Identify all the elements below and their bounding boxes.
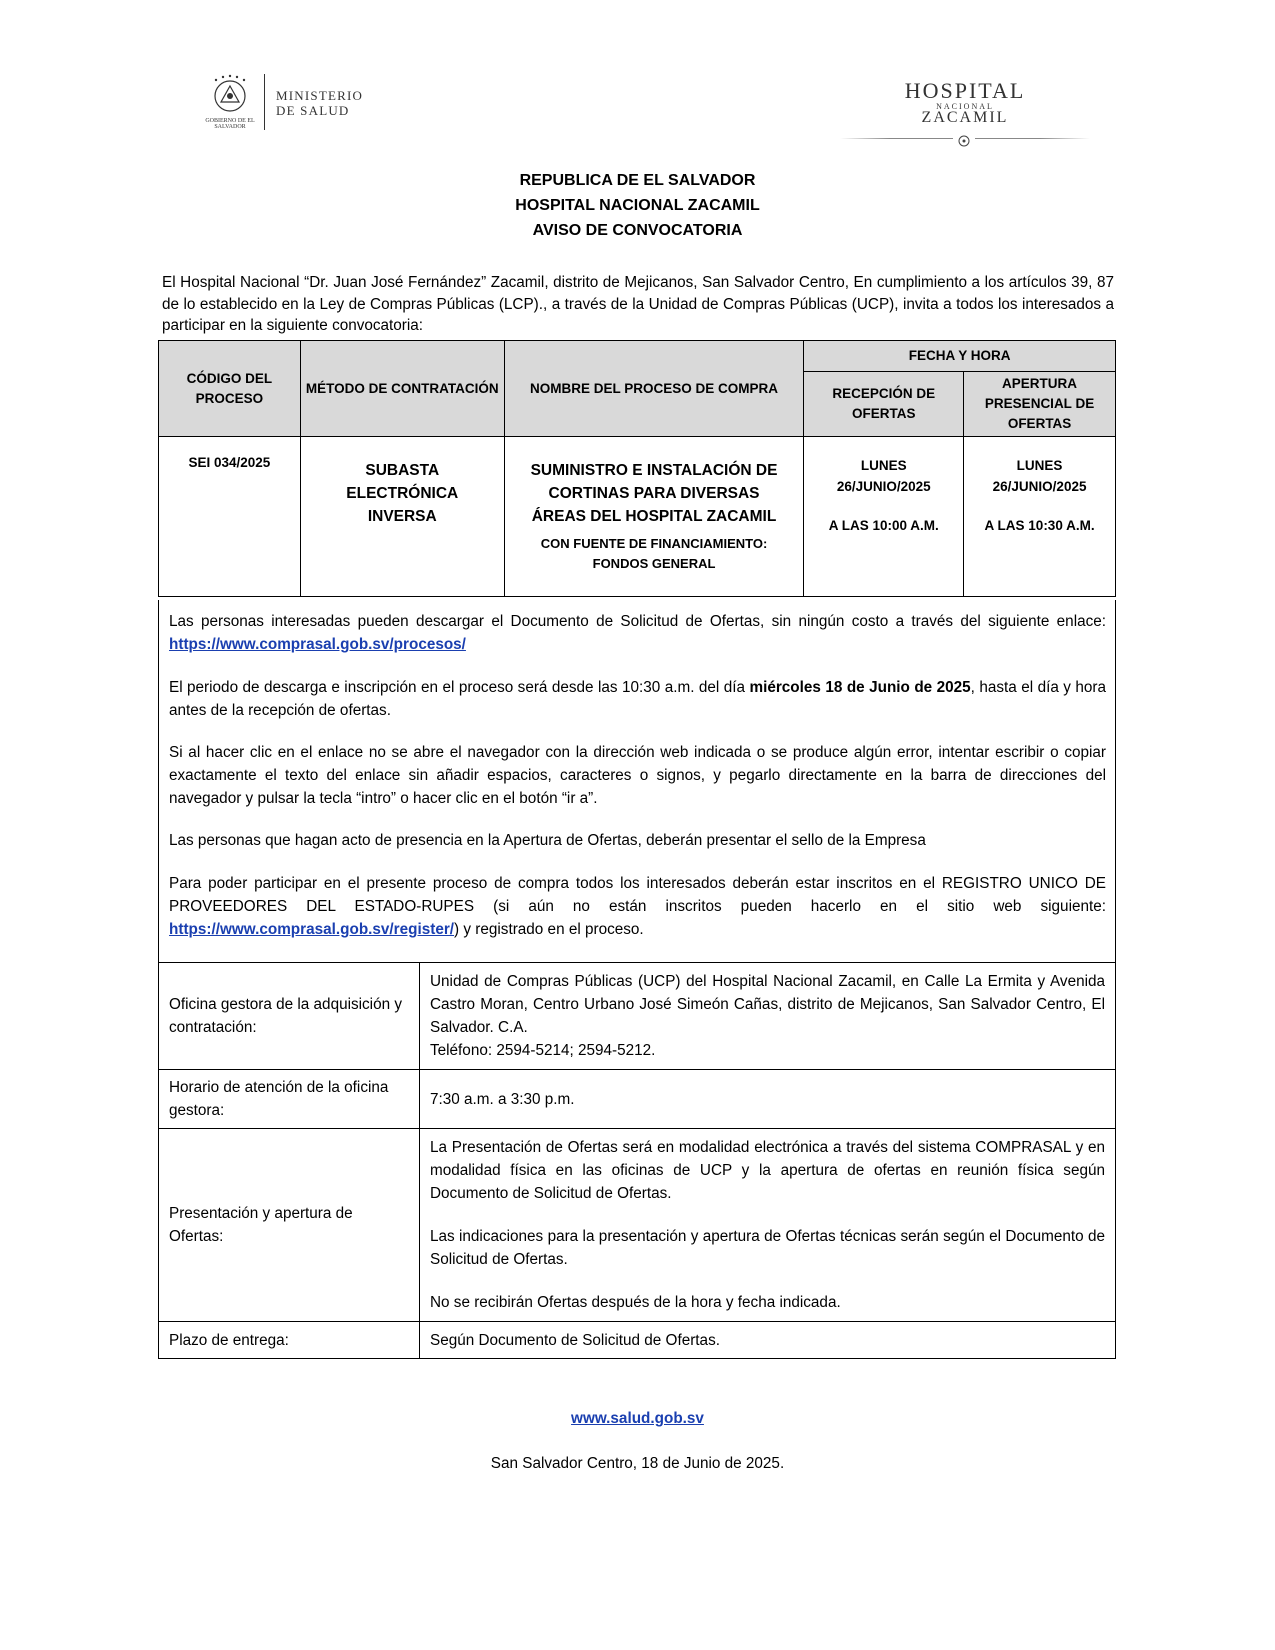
financiamiento-text: CON FUENTE DE FINANCIAMIENTO: FONDOS GENERAL: [540, 536, 768, 571]
table-row: [159, 1070, 1116, 1129]
gov-caption: GOBIERNO DE EL SALVADOR: [205, 118, 255, 130]
heading-hospital: HOSPITAL NACIONAL ZACAMIL: [515, 197, 760, 214]
info-box: [158, 600, 1116, 963]
hospital-seal-icon: [953, 134, 975, 148]
intro-paragraph: El Hospital Nacional “Dr. Juan José Fernández” Zacamil, distrito de Mejicanos, San Salvador Centro, En cumplimiento a los artículos 39, 87 de lo establecido en la Ley de Compras Públicas (LCP)., a través de la Unidad de Compras Públicas (UCP), invita a todos los interesados a participar en la siguiente convocatoria:: [162, 274, 1114, 334]
info-period-pre: El periodo de descarga e inscripción en el proceso será desde las 10:30 a.m. del día: [169, 679, 750, 696]
info-download: [169, 610, 1106, 656]
oficina-phone: Teléfono: 2594-5214; 2594-5212.: [430, 1042, 656, 1059]
info-rupes-post: ) y registrado en el proceso.: [454, 921, 644, 938]
presentacion-p3: No se recibirán Ofertas después de la hora y fecha indicada.: [430, 1294, 841, 1311]
metodo-text: SUBASTA ELECTRÓNICA INVERSA: [346, 462, 459, 525]
ministry-line-1: MINISTERIO: [276, 88, 364, 103]
procesos-link[interactable]: https://www.comprasal.gob.sv/procesos/: [169, 636, 466, 653]
table-row: [159, 1129, 1116, 1322]
info-rupes-text: Para poder participar en el presente proceso de compra todos los interesados deberán estar inscritos en el REGISTRO UNICO DE PROVEEDORES DEL ESTADO-RUPES (si aún no están inscritos pueden hacerlo en el sitio web siguiente:: [169, 875, 1106, 915]
presentacion-p2: Las indicaciones para la presentación y apertura de Ofertas técnicas serán según el Documento de Solicitud de Ofertas.: [430, 1228, 1105, 1268]
footer-link-wrap: [0, 1410, 1275, 1428]
logo-divider: [264, 74, 265, 130]
detail-value-plazo: Según Documento de Solicitud de Ofertas.: [420, 1322, 1116, 1359]
presentacion-p1: La Presentación de Ofertas será en modalidad electrónica a través del sistema COMPRASAL y en modalidad física en las oficinas de UCP y la apertura de ofertas en reunión física según Documento de Solicitud de Ofertas.: [430, 1139, 1105, 1202]
info-period: [169, 676, 1106, 722]
cell-apertura: [964, 437, 1116, 597]
ministerio-salud-logo: [204, 70, 374, 132]
detail-value-oficina: [420, 963, 1116, 1070]
table-header-row: [159, 341, 1116, 372]
cell-metodo: [300, 437, 504, 597]
info-browser-help: Si al hacer clic en el enlace no se abre el navegador con la dirección web indicada o se produce algún error, intentar escribir o copiar exactamente el texto del enlace sin añadir espacios, caracteres o signos, y pegarlo directamente en la barra de direcciones del navegador y pulsar la tecla “intro” o hacer clic en el botón “ir a”.: [169, 744, 1106, 807]
header-codigo: CÓDIGO DEL PROCESO: [159, 341, 301, 437]
table-row: [159, 963, 1116, 1070]
recepcion-dia: LUNES: [860, 458, 907, 473]
header-fecha-hora: FECHA Y HORA: [804, 341, 1116, 372]
detail-value-horario: 7:30 a.m. a 3:30 p.m.: [420, 1070, 1116, 1129]
table-row: [159, 1322, 1116, 1359]
info-rupes: [169, 872, 1106, 941]
heading-notice: AVISO DE CONVOCATORIA: [532, 222, 743, 239]
heading-country: REPUBLICA DE EL SALVADOR: [519, 172, 756, 189]
ministry-name: [276, 88, 363, 118]
hospital-logo-name: ZACAMIL: [921, 109, 1009, 126]
info-seal: Las personas que hagan acto de presencia en la Apertura de Ofertas, deberán presentar el sello de la Empresa: [169, 832, 926, 849]
detail-label-presentacion: Presentación y apertura de Ofertas:: [159, 1129, 420, 1322]
nombre-text: SUMINISTRO E INSTALACIÓN DE CORTINAS PARA DIVERSAS ÁREAS DEL HOSPITAL ZACAMIL: [530, 462, 778, 525]
hospital-logo-sub: NACIONAL: [936, 102, 994, 111]
footer-date: San Salvador Centro, 18 de Junio de 2025.: [490, 1455, 785, 1472]
detail-value-presentacion: [420, 1129, 1116, 1322]
hospital-logo: [840, 78, 1090, 158]
process-table: [158, 340, 1116, 597]
detail-label-horario: Horario de atención de la oficina gestora:: [159, 1070, 420, 1129]
header-nombre: NOMBRE DEL PROCESO DE COMPRA: [504, 341, 804, 437]
hospital-logo-title: HOSPITAL: [904, 78, 1026, 103]
recepcion-hora: A LAS 10:00 A.M.: [828, 518, 939, 533]
header-metodo: MÉTODO DE CONTRATACIÓN: [300, 341, 504, 437]
table-row: [159, 437, 1116, 597]
register-link[interactable]: https://www.comprasal.gob.sv/register/: [169, 921, 455, 938]
header-recepcion: RECEPCIÓN DE OFERTAS: [804, 372, 964, 437]
header-apertura: APERTURA PRESENCIAL DE OFERTAS: [964, 372, 1116, 437]
apertura-dia: LUNES: [1016, 458, 1063, 473]
ministry-line-2: DE SALUD: [276, 103, 350, 118]
oficina-address: Unidad de Compras Públicas (UCP) del Hospital Nacional Zacamil, en Calle La Ermita y Avenida Castro Moran, Centro Urbano José Simeón Cañas, distrito de Mejicanos, San Salvador Centro, El Salvador. C.A.: [430, 973, 1105, 1036]
cell-recepcion: [804, 437, 964, 597]
detail-label-oficina: Oficina gestora de la adquisición y contratación:: [159, 963, 420, 1070]
salud-link[interactable]: www.salud.gob.sv: [571, 1410, 704, 1427]
cell-codigo: SEI 034/2025: [159, 437, 301, 597]
apertura-hora: A LAS 10:30 A.M.: [984, 518, 1095, 533]
info-period-date: miércoles 18 de Junio de 2025: [749, 679, 971, 696]
detail-label-plazo: Plazo de entrega:: [159, 1322, 420, 1359]
cell-nombre: [504, 437, 804, 597]
apertura-fecha: 26/JUNIO/2025: [992, 479, 1087, 494]
info-download-text: Las personas interesadas pueden descargar el Documento de Solicitud de Ofertas, sin ningún costo a través del siguiente enlace:: [169, 613, 1106, 630]
info-period-post: , hasta el día y hora antes de la recepción de ofertas.: [169, 679, 1106, 719]
details-table: [158, 962, 1116, 1359]
recepcion-fecha: 26/JUNIO/2025: [836, 479, 931, 494]
